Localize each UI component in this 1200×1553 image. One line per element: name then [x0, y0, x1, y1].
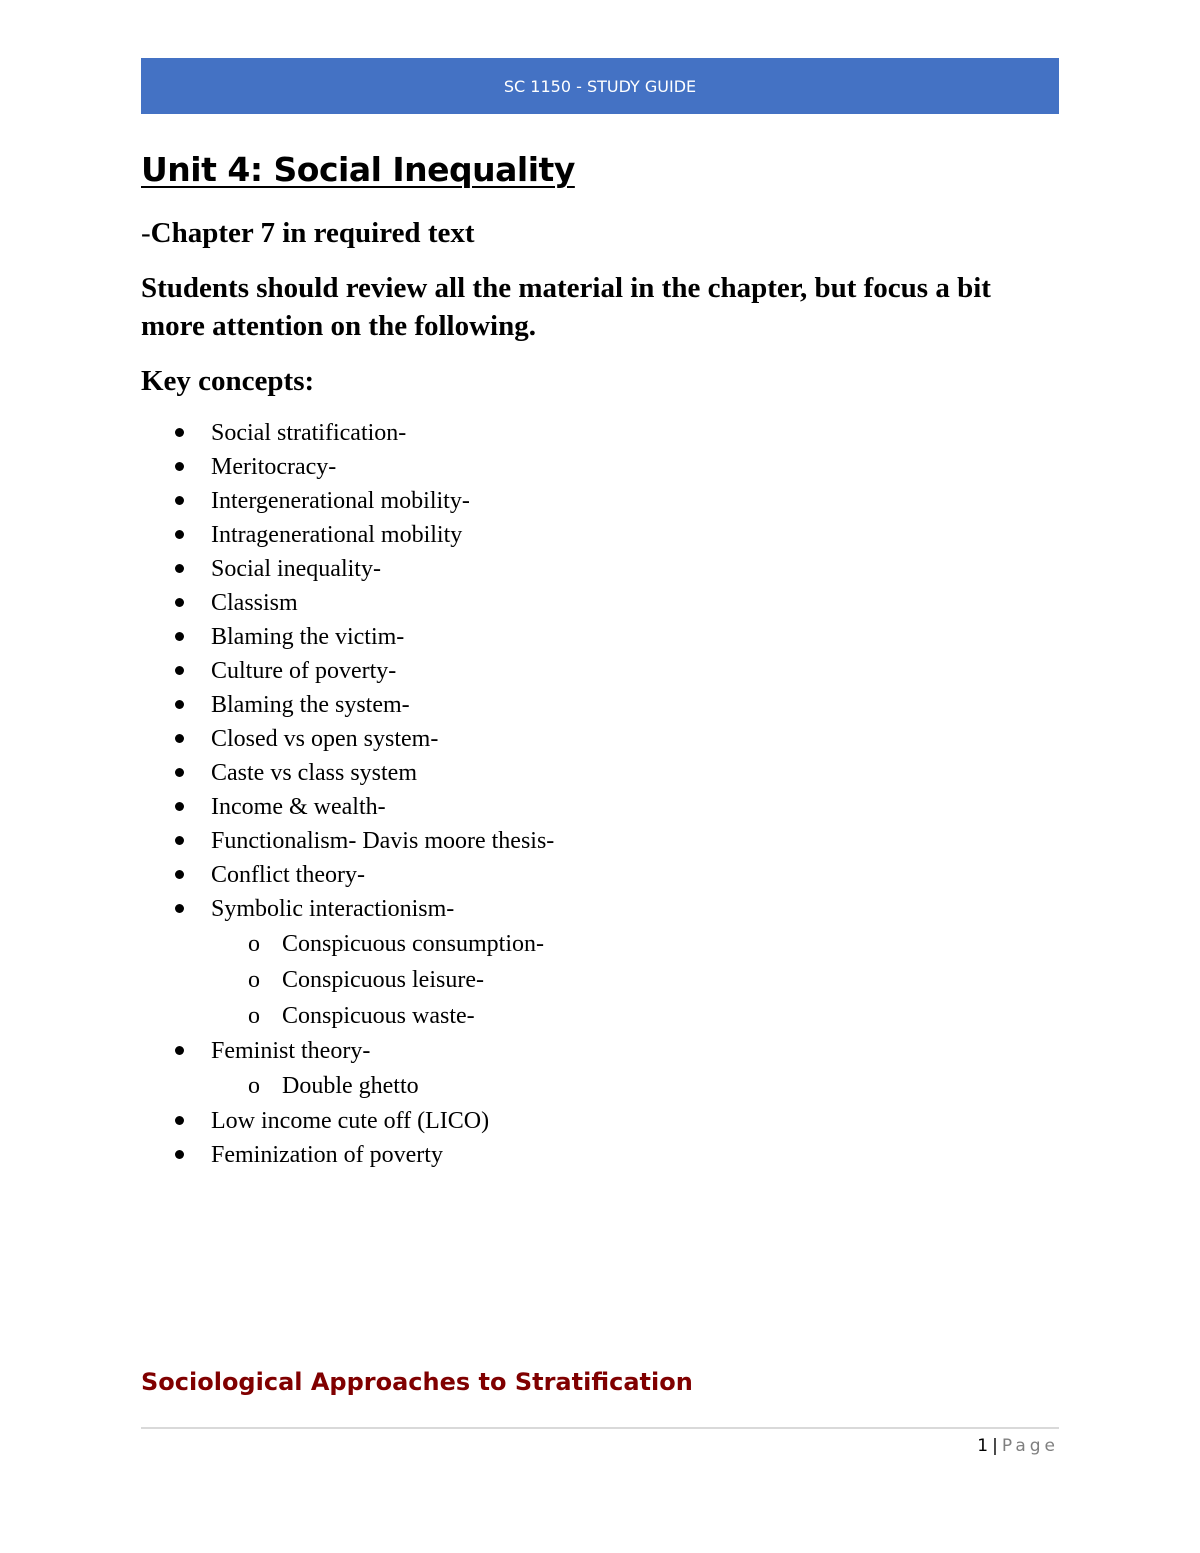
concept-item [141, 552, 1041, 586]
concept-item [141, 1138, 1041, 1172]
footer-separator: | [992, 1436, 998, 1456]
bullet-icon [175, 462, 184, 471]
concept-label: Feminist theory- [211, 1038, 371, 1064]
bullet-icon [175, 768, 184, 777]
concept-label: Caste vs class system [211, 760, 417, 786]
header-title: SC 1150 - STUDY GUIDE [503, 76, 697, 96]
circle-bullet-icon: o [248, 1003, 260, 1029]
concept-label: Feminization of poverty [211, 1142, 443, 1168]
bullet-icon [175, 734, 184, 743]
review-instructions: Students should review all the material in the chapter, but focus a bit more attention on the following. [141, 272, 991, 342]
chapter-dash: - [141, 217, 151, 249]
circle-bullet-icon: o [248, 931, 260, 957]
concept-item [141, 1034, 1041, 1068]
sub-concept-item [141, 1068, 1041, 1104]
concept-label: Intergenerational mobility- [211, 488, 470, 514]
circle-bullet-icon: o [248, 967, 260, 993]
concept-label: Symbolic interactionism- [211, 896, 455, 922]
concept-label: Social stratification- [211, 420, 407, 446]
sub-concept-label: Conspicuous leisure- [282, 967, 484, 993]
concept-item [141, 586, 1041, 620]
concept-item [141, 688, 1041, 722]
chapter-reference [141, 214, 475, 252]
concept-label: Low income cute off (LICO) [211, 1108, 490, 1134]
concept-label: Culture of poverty- [211, 658, 397, 684]
bullet-icon [175, 870, 184, 879]
concept-item [141, 416, 1041, 450]
bullet-icon [175, 598, 184, 607]
bullet-icon [175, 904, 184, 913]
bullet-icon [175, 1150, 184, 1159]
concept-label: Meritocracy- [211, 454, 337, 480]
bullet-icon [175, 802, 184, 811]
unit-title: Unit 4: Social Inequality [141, 150, 575, 189]
sub-concept-label: Double ghetto [282, 1073, 419, 1099]
concept-label: Intragenerational mobility [211, 522, 463, 548]
concept-item [141, 620, 1041, 654]
bullet-icon [175, 1116, 184, 1125]
sub-concept-label: Conspicuous waste- [282, 1003, 475, 1029]
concept-label: Social inequality- [211, 556, 381, 582]
concept-label: Closed vs open system- [211, 726, 439, 752]
bullet-icon [175, 632, 184, 641]
concept-item [141, 790, 1041, 824]
key-concepts-list [141, 416, 1041, 1172]
concept-item [141, 518, 1041, 552]
bullet-icon [175, 530, 184, 539]
concept-item [141, 892, 1041, 926]
bullet-icon [175, 700, 184, 709]
concept-label: Blaming the system- [211, 692, 410, 718]
sub-concept-label: Conspicuous consumption- [282, 931, 544, 957]
page-number: 1 [977, 1436, 989, 1456]
section-heading: Sociological Approaches to Stratification [141, 1368, 693, 1396]
key-concepts-heading: Key concepts: [141, 365, 315, 397]
bullet-icon [175, 428, 184, 437]
concept-item [141, 1104, 1041, 1138]
bullet-icon [175, 496, 184, 505]
concept-item [141, 654, 1041, 688]
bullet-icon [175, 564, 184, 573]
footer-divider [141, 1427, 1059, 1429]
bullet-icon [175, 666, 184, 675]
concept-label: Blaming the victim- [211, 624, 405, 650]
concept-label: Classism [211, 590, 298, 616]
concept-item [141, 722, 1041, 756]
bullet-icon [175, 1046, 184, 1055]
concept-item [141, 450, 1041, 484]
sub-concept-item [141, 962, 1041, 998]
sub-concept-item [141, 926, 1041, 962]
page-footer [977, 1432, 1059, 1460]
bullet-icon [175, 836, 184, 845]
concept-item [141, 824, 1041, 858]
concept-item [141, 756, 1041, 790]
concept-label: Conflict theory- [211, 862, 365, 888]
concept-item [141, 484, 1041, 518]
concept-label: Income & wealth- [211, 794, 386, 820]
header-banner [141, 58, 1059, 114]
circle-bullet-icon: o [248, 1073, 260, 1099]
page-label: Page [1001, 1436, 1059, 1456]
concept-item [141, 858, 1041, 892]
chapter-text: Chapter 7 in required text [150, 217, 475, 249]
sub-concept-item [141, 998, 1041, 1034]
concept-label: Functionalism- Davis moore thesis- [211, 828, 555, 854]
